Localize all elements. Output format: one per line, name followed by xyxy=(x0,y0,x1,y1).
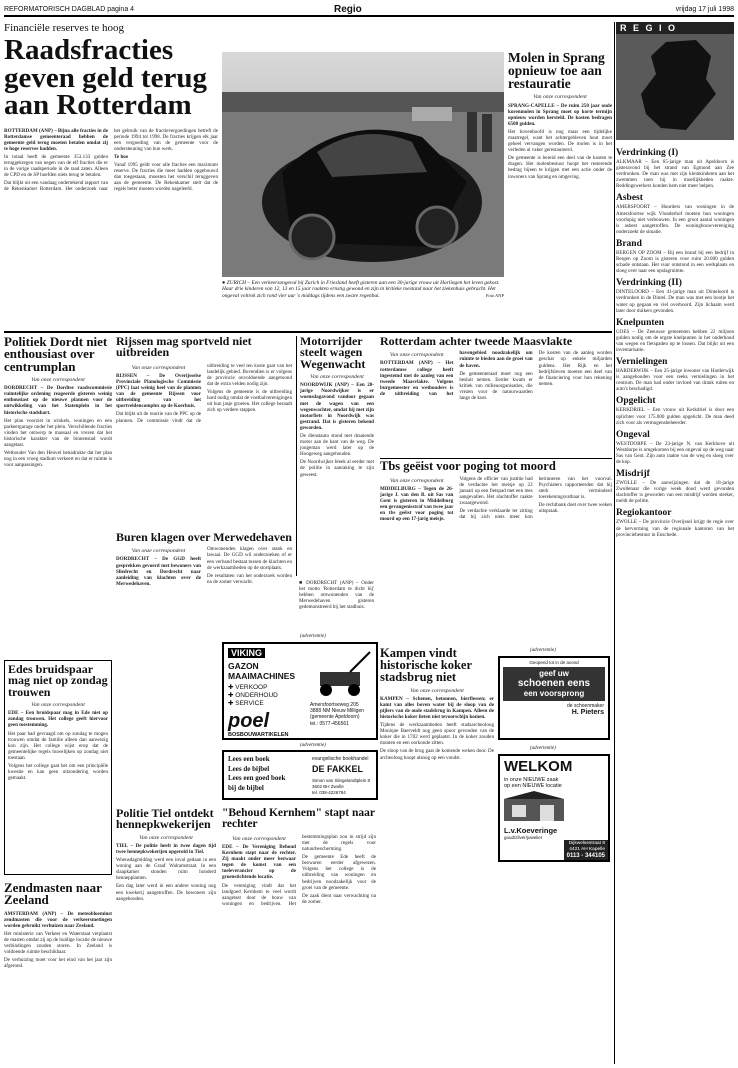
sidebar-item-title: Brand xyxy=(616,238,642,249)
maasvlakte-article: Rotterdam achter tweede Maasvlakte Van onze correspondent ROTTERDAM (ANP) – Het rotterdamse college heeft ingestemd met de aanleg van een tweede Maasvlakte. Volgens burgemeester en wethouders is de uitbreiding van het havengebied noodzakelijk om ruimte te bieden aan de groei van de haven. De gemeenteraad moet nog een besluit nemen. Eerder kwam er kritiek van milieuorganisaties, die vrezen voor de natuurwaarden langs de kust. De kosten van de aanleg worden geschat op enkele miljarden guldens. Het Rijk en het bedrijfsleven moeten een deel van de financiering voor hun rekening nemen. xyxy=(380,336,612,402)
divider xyxy=(380,458,612,459)
pieters-logo: H. Pieters xyxy=(571,709,604,716)
merwede-article: Buren klagen over Merwedehaven Van onze correspondent DORDRECHT – De GGD heeft gesprekken gevoerd met bewoners van Sliedrecht en Dordrecht naar aanleiding van klachten over de Merwedehaven. Omwonenden klagen over stank en lawaai. De GGD wil onderzoeken of er een verband bestaat tussen de klachten en de werkzaamheden op de stortplaats. De resultaten van het onderzoek worden na de zomer verwacht. xyxy=(116,532,292,587)
molen-headline: Molen in Sprang opnieuw toe aan restauratie xyxy=(508,52,605,91)
maasvlakte-headline: Rotterdam achter tweede Maasvlakte xyxy=(380,336,573,348)
schoenen-ad: Geopend tot in de avond geef uw schoenen eens een voorsprong de schoenmaker H. Pieters xyxy=(498,656,610,740)
sidebar-item-text: ZWOLLE – De aanwijzingen dat de 18-jarige Zwollenaar die vorige week dood werd gevonden slachtoffer is geworden van een misdrijf worden sterker, meldt de politie. xyxy=(616,480,734,505)
politie-headline: Politie Tiel ontdekt hennepkwekerijen xyxy=(116,808,214,832)
kampen-article: Kampen vindt historische koker stadsbrug niet Van onze correspondent KAMPEN – Schenen, betonnen, bierflessen; er kamt van alles boven water bij de sloop van de pijlers van de oude stadsbrug in Kampen. Alleen de historische koker lieten niet tevoorschijn komen. Tijdens de werkzaamheden heeft stadsarcheoloog Monique Baerveldt nog geen spoor gevonden van de koker die in 1702 werd geplaatst. In de koker zouden munten en een oorkonde zitten. De sloop van de brug gaat de komende weken door. De archeoloog hoopt alsnog op een vondst. xyxy=(380,648,494,761)
accident-photo xyxy=(222,52,504,277)
ad-label: (advertentie) xyxy=(530,648,556,653)
sidebar-item-title: Misdrijf xyxy=(616,469,650,480)
wegenwacht-headline: Motorrijder steelt wagen Wegenwacht xyxy=(300,336,366,371)
politie-article: Politie Tiel ontdekt hennepkwekerijen Van onze correspondent TIEL – De politie heeft in twee dagen tijd twee hennepkwekerijen opgerold in Tiel. Woensdagmiddag werd een inval gedaan in een woning aan de Graaf Walramstraat. In een slaapkamer stonden ruim honderd hennepplanten. Een dag later werd in een andere woning nog een kwekerij aangetroffen. De bewoners zijn aangehouden. xyxy=(116,808,216,902)
wegenwacht-article: Motorrijder steelt wagen Wegenwacht Van onze correspondent NOORDWIJK (ANP) – Een 20-jarige Noordwijker is er woensdagavond vandoor gegaan met de wagen van een wegenwachter, omdat hij met zijn motorfiets in Noordwijk was gestrand. Dat is gisteren bekend geworden. De dienstauto stond met draaiende motor aan de kant van de weg. De jongeman werd later op de Hoogeweg aangehouden. De Noordwijker bleek al eerder met de politie in aanraking te zijn geweest. xyxy=(296,336,374,576)
sidebar-item-text: DINTELOORD – Een 41-jarige man uit Dinteloord is verdronken in de Dintel. De man was met een bootje het water op gegaan en viel overboord. Zijn lichaam werd later door duikers gevonden. xyxy=(616,289,734,314)
lawnmower-icon xyxy=(310,650,374,698)
sidebar-item-title: Verdrinking (I) xyxy=(616,148,679,158)
lead-headline: Raadsfracties geven geld terug aan Rotterdam xyxy=(4,34,207,122)
bijbel-ad-line: bij de bijbel xyxy=(228,783,264,792)
ad-label: (advertentie) xyxy=(300,743,326,748)
koeveringe-logo: L.v.Koeveringe xyxy=(504,826,558,835)
sidebar-item-title: Opgelicht xyxy=(616,396,656,407)
sidebar-item-text: WESTDORPE – De 23-jarige N. van Kerkhove uit Westdorpe is omgekomen bij een ongeval op de weg naar Sas van Gent. Zijn auto raakte van de weg en sloeg over de kop. xyxy=(616,440,734,465)
page-header xyxy=(4,3,734,17)
dordt-article: Politiek Dordt niet enthousiast over centrumplan Van onze correspondent DORDRECHT – De Dordtse raadscommissie ruimtelijke ordening reageerde gisteren weinig enthousiast op de nieuwe plannen voor de ontwikkeling van het Statenplein in het historische stadshart. Het plan voorziet in winkels, woningen en een parkeergarage onder het plein. Verschillende fracties vinden het ontwerp te massaal en vrezen dat het historische karakter van de binnenstad wordt aangetast. Wethouder Van den Heuvel benadrukte dat het plan nog in een vroeg stadium verkeert en dat er ruimte is voor aanpassingen. xyxy=(4,336,112,469)
viking-brand: VIKING xyxy=(228,648,265,658)
bijbel-ad-line: Lees de bijbel xyxy=(228,764,270,773)
zendmasten-headline: Zendmasten naar Zeeland xyxy=(4,882,102,908)
storefront-icon xyxy=(504,791,564,821)
sidebar-item-text: ALKMAAR – Een 65-jarige man uit Apeldoorn is gisteravond bij het strand van Egmond aan Zee verdronken. De man was met zijn kleinkinderen aan het zwemmen toen hij in moeilijkheden raakte. Reddingswerkers konden hem niet meer helpen. xyxy=(616,159,734,190)
sidebar-list xyxy=(616,148,734,538)
issue-date: vrijdag 17 juli 1998 xyxy=(675,6,734,13)
dordt-headline: Politiek Dordt niet enthousiast over centrumplan xyxy=(4,336,108,374)
poel-address: Amersfoortseweg 205 3888 NM Nieuw Milligen (gemeente Apeldoorn) tel.: 0577-456561 xyxy=(310,702,364,727)
netherlands-map-icon xyxy=(616,34,734,138)
bruidspaar-headline: Edes bruidspaar mag niet op zondag trouwen xyxy=(8,662,108,699)
section-name: Regio xyxy=(334,4,362,15)
sidebar-item-text: HARDERWIJK – Een 25-jarige inwoner van Harderwijk is aangehouden voor een reeks vernielingen in het centrum. De man had onder invloed van drank ruiten en auto's beschadigd. xyxy=(616,368,734,393)
sidebar-item-text: BERGEN OP ZOOM – Bij een brand bij een bedrijf in Bergen op Zoom is gisteren voor ruim 20.000 gulden schade ontstaan. Het vuur ontstond in een werkplaats en sloeg over naar een opslagruimte. xyxy=(616,249,734,275)
poel-logo: poel xyxy=(228,710,270,732)
bijbel-ad-line: Lees een goed boek xyxy=(228,774,286,782)
ad-label: (advertentie) xyxy=(530,746,556,751)
sidebar-item-title: Vernielingen xyxy=(616,357,668,368)
divider xyxy=(614,22,615,1064)
sidebar-item-title: Ongeval xyxy=(616,429,650,440)
bruidspaar-article: Edes bruidspaar mag niet op zondag trouwen Van onze correspondent EDE – Een bruidspaar mag in Ede niet op zondag trouwen. Het college geeft hiervoor geen toestemming. Het paar had gevraagd om op zondag te mogen trouwen omdat de familie alleen dan aanwezig kon zijn. Het college wijst erop dat de gemeentelijke regels huwelijken op zondag niet toestaan. Volgens het college gaat het om een principiële kwestie en kan geen uitzondering worden gemaakt. xyxy=(4,660,112,875)
tbs-headline: Tbs geëist voor poging tot moord xyxy=(380,461,556,473)
tbs-article: Tbs geëist voor poging tot moord Van onze correspondent MIDDELBURG – Tegen de 26-jarige J. van den B. uit Sas van Gent is gisteren in Middelburg een gevangenisstraf van twee jaar en tbs geëist voor poging tot moord op een 17-jarig meisje. Volgens de officier van justitie had de verdachte het meisje op 22 januari op een fietspad met een mes aangevallen. Het slachtoffer raakte zwaargewond. De verdachte verklaarde ter zitting dat hij zich niets meer kon herinneren van het voorval. Psychiaters rapporteerden dat hij sterk verminderd toerekeningsvatbaar is. De rechtbank doet over twee weken uitspraak. xyxy=(380,461,612,523)
lead-article xyxy=(4,22,218,327)
divider xyxy=(4,331,612,333)
bijbel-ad-line: Lees een boek xyxy=(228,755,270,763)
rijssen-article: Rijssen mag sportveld niet uitbreiden Van onze correspondent RIJSSEN – De Overijsselse Provinciale Planologische Commissie (PPC) laat weinig heel van de plannen van de gemeente Rijssen voor uitbreiding van het sportveldencomplex op de Koerhuis. Dat blijkt uit de reactie van de PPC op de plannen. De commissie vindt dat de uitbreiding te veel ten koste gaat van het landelijk gebied. Bovendien is er volgens de provincie onvoldoende aangetoond dat de extra velden nodig zijn. Volgens de gemeente is de uitbreiding hard nodig omdat de voetbalverenigingen uit hun jasje groeien. Het college beraadt zich op verdere stappen. xyxy=(116,336,292,424)
lead-kicker: Financiële reserves te hoog xyxy=(4,22,125,34)
fakkel-logo: DE FAKKEL xyxy=(312,764,364,774)
dordt-note: ■ DORDRECHT (ANP) – Onder het motto 'Rotterdam te dicht bij' hebben omwonenden van de Merwedehaven gisteren gedemonstreerd bij het stadhuis. xyxy=(299,580,374,611)
sidebar-item-title: Asbest xyxy=(616,193,643,204)
sidebar-item-text: AMERSFOORT – Huurders van woningen in de Amersfoortse wijk Vlonderhof moeten hun woningen voorlopig niet verbouwen. In een groot aantal woningen is asbest aangetroffen. De woningbouwvereniging onderzoekt de situatie. xyxy=(616,204,734,235)
merwede-headline: Buren klagen over Merwedehaven xyxy=(116,532,292,544)
kernhem-article: "Behoud Kernhem" stapt naar rechter Van onze correspondent EDE – De Vereniging Behoud Kernhem stapt naar de rechter. Zij maakt onder meer bezwaar tegen de komst van een toeleverancier op de groenstichtende locatie. De vereniging vindt dat het landgoed Kernhem te veel wordt aangetast door de bouw van woningen en bedrijven. Het bestemmingsplan zou in strijd zijn met de regels voor natuurbescherming. De gemeente Ede heeft de bezwaren eerder afgewezen. Volgens het college is de uitbreiding van woningen en bedrijven noodzakelijk voor de groei van de gemeente. De zaak dient naar verwachting na de zomer. xyxy=(222,808,376,907)
news-sidebar xyxy=(616,144,734,1064)
sidebar-item-text: GOES – De Zeeuwse gemeenten hebben 22 miljoen gulden nodig om de ergste knelpunten in het onderhoud van wegen en fietspaden op te lossen. Dat blijkt uit een inventarisatie. xyxy=(616,328,734,353)
viking-service-item: ✚ SERVICE xyxy=(228,700,264,707)
kampen-headline: Kampen vindt historische koker stadsbrug niet xyxy=(380,648,472,684)
paper-name: REFORMATORISCH DAGBLAD pagina 4 xyxy=(4,6,135,13)
viking-services xyxy=(228,684,278,708)
lead-body: ROTTERDAM (ANP) – Bijna alle fracties in de Rotterdamse gemeenteraad hebben de gemeente geld terug moeten betalen omdat zij te hoge reserves hadden. In totaal heeft de gemeente 353.133 gulden teruggekregen van negen van de elf fracties die er in de vorige raadsperiode in de raad zaten. Alleen de CPD en de SP hoefden niets terug te betalen. Dat blijkt uit een vandaag ondertekend rapport van de Rekenkamer Rotterdam. Het onderzoek naar het gebruik van de fractievergoedingen betreft de periode 1994 tot 1998. De fracties krijgen elk jaar een vergoeding van de gemeente voor de ondersteuning van hun werk. Te hoe Vanaf 1995 geldt voor alle fracties een maximum reserve. De fracties die meer hadden opgebouwd dan toegestaan, moesten het verschil teruggeven aan de gemeente. De Rekenkamer stelt dat de regels beter moeten worden nageleefd. xyxy=(4,127,218,193)
sidebar-item-text: ZWOLLE – De provincie Overijssel krijgt de regie over de hervorming van de regionale kantoren van het provinciebestuur in Enschede. xyxy=(616,519,734,538)
bijbel-ad: Lees een boek Lees de bijbel Lees een goed boek bij de bijbel evangelische boekhandel DE FAKKEL Simon van Slingelandtplein 8 3602 BH Zwolle tel. 038-4226784 xyxy=(222,750,378,800)
zendmasten-article: Zendmasten naar Zeeland AMSTERDAM (ANP) – De meteobloeminst zendmasten die voor de verkeersmetingen worden gebruikt verhuizen naar Zeeland. Het ministerie van Verkeer en Waterstaat verplaatst de masten omdat zij op de huidige locatie de nieuwe verbindingen zouden storen. In Zeeland is voldoende ruimte beschikbaar. De verhuizing moet voor het eind van het jaar zijn afgerond. xyxy=(4,882,112,970)
sidebar-item-title: Verdrinking (II) xyxy=(616,278,682,289)
viking-service-item: ✚ ONDERHOUD xyxy=(228,692,278,699)
viking-service-item: ✚ VERKOOP xyxy=(228,684,268,691)
regio-logo: R E G I O xyxy=(616,22,734,140)
kernhem-headline: "Behoud Kernhem" stapt naar rechter xyxy=(222,808,375,830)
sidebar-item-title: Regiokantoor xyxy=(616,508,672,519)
molen-article: Molen in Sprang opnieuw toe aan restauratie Van onze correspondent SPRANG-CAPELLE – De ruim 250 jaar oude korenmolen in Sprang moet op korte termijn opnieuw worden hersteld. De kosten bedragen 6500 gulden. Het bovenhoofd is nog maar een tijdelijke maatregel, want het achtergebleven hout moet geheel vervangen worden. De molen is in het verleden al vaker gerestaureerd. De gemeente is bereid een deel van de kosten te dragen. Het molenbestuur hoopt het resterende bedrag bijeen te krijgen met een actie onder de inwoners van Sprang en omgeving. xyxy=(508,52,612,180)
photo-caption: ● ZURICH – Een verkeersongeval bij Zurich in Friesland heeft gisteren aan een 30-jarige vrouw uit Harlingen het leven gekost. Haar drie kinderen van 12, 13 en 15 jaar raakten ernstig gewond en zijn in kritieke toestand naar het ziekenhuis gebracht. Het ongeval voltrok zich rond vier uur 's middags tijdens een zware regenbui. Foto ANP xyxy=(222,280,504,299)
rijssen-headline: Rijssen mag sportveld niet uitbreiden xyxy=(116,336,252,360)
ad-label: (advertentie) xyxy=(300,634,326,639)
photo-credit: Foto ANP xyxy=(485,292,504,298)
viking-ad: VIKING GAZON MAAIMACHINES ✚ VERKOOP ✚ ONDERHOUD ✚ SERVICE poel BOSBOUWARTIKELEN Amersfoortseweg 205 3888 NM Nieuw Milligen (gemeente Apeldoorn) tel.: 0577-456561 xyxy=(222,642,378,740)
sidebar-item-title: Knelpunten xyxy=(616,317,665,328)
sidebar-item-text: KERKDRIEL – Een vrouw uit Kerkdriel is door een oplichter voor 175.000 gulden opgelicht. De man deed zich voor als vermogensbeheerder. xyxy=(616,407,734,426)
welkom-ad: WELKOM in onze NIEUWE zaak op een NIEUWE locatie L.v.Koeveringe goud/zilver/juwelier Dijkwelsestraat 8 4421 AH Kapelle 0113 - 344105 xyxy=(498,754,610,862)
